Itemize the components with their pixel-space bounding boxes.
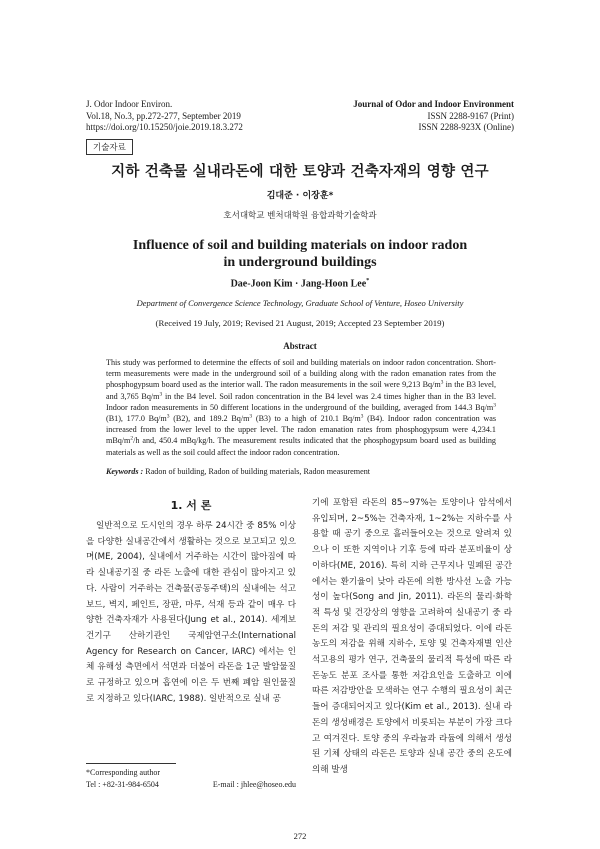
contact-line	[86, 779, 296, 790]
abstract-part: This study was performed to determine the effects of soil and building materials on indoor radon concentration. Short-term measurements were made in the underground soil of a building along with the radon emanation rates from the phosphogypsum board used as the interior wall. The radon measurements in the soil were 9,213 Bq/m	[106, 358, 496, 390]
abstract-text	[106, 357, 496, 458]
abstract-part: (B3) to a high of 210.1 Bq/m	[252, 414, 361, 424]
body-column-right	[312, 496, 512, 779]
telephone: Tel : +82-31-984-6504	[86, 780, 159, 789]
received-dates: (Received 19 July, 2019; Revised 21 August, 2019; Accepted 23 September 2019)	[155, 318, 445, 328]
abstract-part: (B4). Indoor radon concentration was increased from the lower level to the upper level. The radon emanation rates from phosphogypsum were 4,234.1 mBq/m	[106, 414, 497, 446]
keywords	[106, 467, 496, 476]
body-paragraph: 일반적으로 도시인의 경우 하루 24시간 중 85% 이상을 다양한 실내공간에서 생활하는 것으로 보고되고 있으며(ME, 2004), 실내에서 거주하는 시간이 많아짐에 따라 실내공기질 중 라돈 노출에 대한 관심이 많아지고 있다. 사람이 거주하는 건축물(공동주택)의 실내에는 석고보드, 벽지, 페인트, 장판, 마루, 석재 등과 같이 매우 다양한 건축자재가 사용된다(Jung et al., 2014). 세계보건기구 산하기관인 국제암연구소(International Agency for Research on Cancer, IARC) 에서는 인체 유해성 측면에서 석면과 더불어 라돈을 1군 발암물질로 규정하고 있으며 흡연에 이은 두 번째 폐암 원인물질로 지정하고 있다(IARC, 1988). 일반적으로 실내 공	[86, 521, 296, 704]
superscript: 2	[130, 435, 134, 442]
superscript: 3	[249, 413, 253, 420]
english-title-line2: in underground buildings	[223, 255, 377, 270]
section-heading: 1. 서 론	[170, 499, 212, 512]
english-authors	[0, 277, 600, 289]
issn-online: ISSN 2288-923X (Online)	[418, 122, 514, 132]
abstract-part: /h and, 450.4 mBq/kg/h. The measurement results indicated that the phosphogypsum board used as building materials as well as the soil could affect the indoor radon concentration.	[106, 436, 496, 457]
superscript: 3	[166, 413, 170, 420]
superscript: 3	[159, 390, 163, 397]
doi-link[interactable]: https://doi.org/10.15250/joie.2019.18.3.272	[86, 122, 243, 132]
korean-title: 지하 건축물 실내라돈에 대한 토양과 건축자재의 영향 연구	[111, 164, 489, 180]
footnote-divider	[86, 763, 176, 764]
author-1: Dae-Joon Kim	[230, 278, 293, 290]
author-2: Jang-Hoon Lee	[300, 278, 367, 290]
journal-header-right	[254, 99, 514, 134]
abstract-part: (B1), 177.0 Bq/m	[106, 414, 167, 424]
keywords-text: Radon of building, Radon of building materials, Radon measurement	[143, 467, 371, 476]
english-title-line1: Influence of soil and building materials on indoor radon	[132, 238, 468, 253]
article-type-badge: 기술자료	[86, 139, 133, 155]
superscript: 3	[360, 413, 364, 420]
body-paragraph: 기에 포함된 라돈의 85~97%는 토양이나 암석에서 유입되며, 2~5%는 건축자재, 1~2%는 지하수를 사용할 때 공기 중으로 흘러들어오는 것으로 알려져 있으나 이 또한 지역이나 기후 등에 따라 분포비율이 상이하다(ME, 2016). 특히 지하 근무지나 밀폐된 공간에서는 환기율이 낮아 라돈에 의한 방사선 노출 가능성이 높다(Song and Jin, 2011). 라돈의 물리·화학적 특성 및 건강상의 영향을 고려하여 실내공기 중 라돈의 저감 및 관리의 필요성이 증대되었다. 이에 라돈 농도의 저감을 위해 지하수, 토양 및 건축자재별 인산석고용의 평가 연구, 건축물의 물리적 특성에 따른 라돈농도 분포 조사를 통한 저감요인을 도출하고 이에 따른 저감방안을 모색하는 연구 수행의 필요성이 최근 들어 증대되어지고 있다(Kim et al., 2013). 실내 라돈의 생성배경은 토양에서 비롯되는 부분이 가장 크다고 여겨진다. 토양 중의 우라늄과 라듐에 의해서 생성된 기체 상태의 라돈은 토양과 실내 공간 중의 온도에 의해 발생	[312, 498, 512, 775]
abstract-part: in the B4 level. Soil radon concentration in the B4 level was 2.4 times higher than in the B3 level. Indoor radon measurements in 50 different locations in the underground of the building, averaged from 144.3 Bq/m	[106, 391, 496, 412]
issn-print: ISSN 2288-9167 (Print)	[427, 110, 514, 121]
superscript: 3	[493, 402, 496, 409]
volume-line: Vol.18, No.3, pp.272-277, September 2019	[86, 110, 241, 121]
korean-affiliation: 호서대학교 벤처대학원 융합과학기술학과	[223, 211, 377, 221]
korean-authors: 김대준 · 이장훈*	[266, 191, 334, 201]
corresponding-author-note: *Corresponding author	[86, 768, 160, 777]
journal-full-name: Journal of Odor and Indoor Environment	[353, 99, 514, 109]
abstract-heading: Abstract	[283, 341, 317, 351]
english-title	[100, 237, 500, 271]
abstract-part: in the B3 level, and 3,765 Bq/m	[106, 380, 496, 401]
superscript: 3	[440, 379, 444, 386]
email[interactable]: E-mail : jhlee@hoseo.edu	[212, 780, 296, 789]
keywords-label: Keywords :	[106, 467, 144, 476]
english-affiliation: Department of Convergence Science Technology, Graduate School of Venture, Hoseo University	[136, 298, 464, 308]
author-separator: ·	[292, 278, 301, 290]
page-number: 272	[293, 831, 307, 841]
body-column-left	[86, 519, 296, 707]
abstract-part: (B2), and 189.2 Bq/m	[169, 414, 250, 424]
journal-short-name: J. Odor Indoor Environ.	[86, 99, 173, 109]
corresponding-mark: *	[366, 277, 370, 284]
